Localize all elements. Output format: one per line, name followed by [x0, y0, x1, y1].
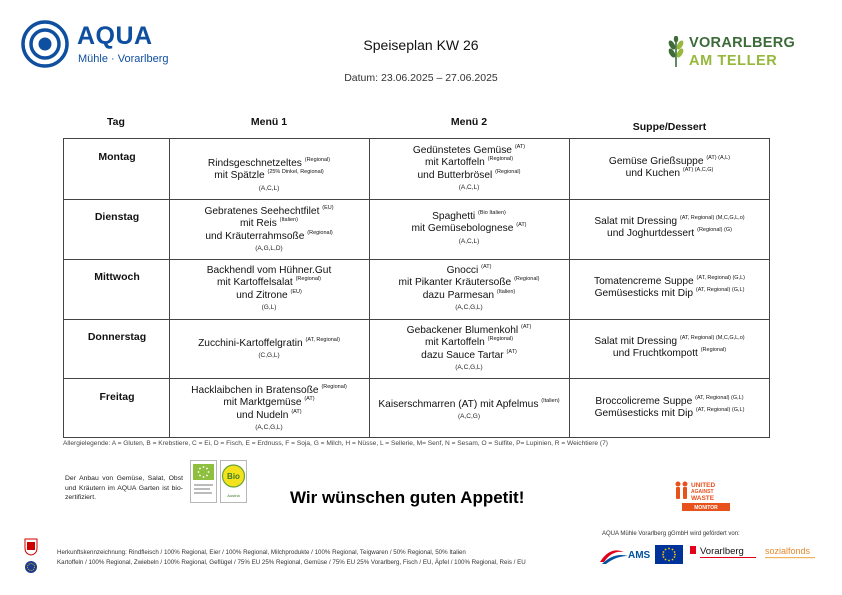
- dessert-cell: [569, 396, 770, 421]
- utw-line1: UNITED: [691, 482, 716, 489]
- dish-line: Gebackener Blumenkohl $^{(AT)}$: [406, 324, 532, 336]
- united-against-waste-logo: [672, 479, 732, 513]
- bio-sub-label: Austria: [227, 493, 240, 498]
- dish-line: und Nudeln $^{(AT)}$: [236, 408, 302, 421]
- dish-line: Rindsgeschnetzeltes $^{(Regional)}$: [207, 157, 331, 169]
- menu1-cell: [169, 206, 369, 253]
- vorarlberg-sponsor-label: Vorarlberg: [700, 546, 744, 557]
- allergen-codes: (G,L): [261, 304, 277, 312]
- dish-line: und Kuchen $^{(AT) (A,C,G)}$: [625, 167, 714, 180]
- dish-line: mit Kartoffeln $^{(Regional)}$: [424, 156, 514, 169]
- allergen-codes: (A,C,L): [258, 184, 280, 192]
- menu2-cell: [369, 145, 569, 192]
- vorarlberg-crest-icon: [24, 538, 38, 556]
- menu1-cell: [169, 158, 369, 193]
- date-range: Datum: 23.06.2025 – 27.06.2025: [344, 72, 498, 84]
- dish-line: und Kräuterrahmsoße $^{(Regional)}$: [205, 229, 333, 242]
- vorarlberg-am-teller-logo: [666, 35, 816, 71]
- dish-line: und Joghurtdessert $^{(Regional) (G)}$: [607, 227, 732, 240]
- day-label: Donnerstag: [87, 331, 147, 343]
- day-label: Dienstag: [94, 211, 140, 223]
- table-divider: [64, 319, 769, 320]
- dessert-cell: [569, 216, 770, 241]
- logo-line-vorarlberg: VORARLBERG: [689, 35, 796, 51]
- menu2-cell: [369, 325, 569, 372]
- dish-line: Gemüse Grießsuppe $^{(AT) (A,L)}$: [608, 155, 731, 167]
- dish-line: dazu Parmesan $^{(Italien)}$: [422, 288, 516, 301]
- dish-line: Salat mit Dressing $^{(AT, Regional) (M,C,G,L,o)}$: [594, 215, 745, 227]
- dish-line: mit Spätzle $^{(25\% Dinkel, Regional)}$: [214, 169, 324, 182]
- allergen-codes: (A,C,G): [457, 413, 481, 421]
- aqua-logo-brand: AQUA: [77, 22, 153, 50]
- menu-table: [63, 138, 770, 438]
- dessert-cell: [569, 156, 770, 181]
- table-divider: [64, 199, 769, 200]
- dish-line: dazu Sauce Tartar $^{(AT)}$: [421, 348, 517, 361]
- ams-logo: [598, 542, 650, 568]
- allergen-codes: (A,C,G,L): [455, 304, 483, 312]
- day-label: Mittwoch: [94, 271, 140, 283]
- dessert-cell: [569, 276, 770, 301]
- menu1-cell: [169, 265, 369, 312]
- utw-line2: AGAINST: [691, 489, 714, 495]
- allergen-codes: (A,G,L,D): [255, 245, 283, 253]
- allergen-codes: (A,C,L): [458, 237, 480, 245]
- eu-circle-icon: [24, 560, 38, 574]
- eu-flag-logo: [655, 542, 685, 568]
- day-label: Freitag: [99, 391, 135, 403]
- dish-line: Backhendl vom Hühner.Gut: [206, 265, 332, 276]
- dish-line: und Fruchtkompott $^{(Regional)}$: [612, 347, 727, 360]
- allergen-codes: (A,C,L): [458, 184, 480, 192]
- origin-labeling: [57, 548, 526, 568]
- page-title: Speiseplan KW 26: [363, 37, 479, 53]
- bio-label: Bio: [227, 472, 240, 481]
- allergen-legend: Allergielegende: A = Gluten, B = Krebstiere, C = Ei, D = Fisch, E = Erdnuss, F = Soja, G = Milch, H = Nüsse, L = Sellerie, M= Senf, N = Sesam, O = Sulfite, P= Lupinien, R = Weichtiere (7): [63, 440, 608, 447]
- sozialfonds-label: sozialfonds: [765, 546, 811, 556]
- dish-line: Gebratenes Seehechtfilet $^{(EU)}$: [204, 205, 334, 217]
- logo-line-am-teller: AM TELLER: [689, 53, 778, 69]
- funding-note: AQUA Mühle Vorarlberg gGmbH wird gefördert von:: [602, 531, 740, 537]
- utw-line3: WASTE: [691, 495, 715, 502]
- dish-line: Gedünstetes Gemüse $^{(AT)}$: [412, 144, 526, 156]
- appetit-message: Wir wünschen guten Appetit!: [290, 488, 525, 507]
- dish-line: Hacklaibchen in Bratensoße $^{(Regional)}$: [191, 384, 347, 396]
- column-header-suppe-dessert: Suppe/Dessert: [632, 121, 707, 133]
- origin-line: Herkunftskennzeichnung: Rindfleisch / 100% Regional, Eier / 100% Regional, Milchprodukte / 100% Regional, Teigwaren / 50% Regional, 50% Italien: [57, 549, 466, 556]
- aqua-logo-subtitle: Mühle · Vorarlberg: [78, 53, 169, 65]
- dish-line: Broccolicreme Suppe $^{(AT, Regional) (G,L)}$: [595, 395, 744, 407]
- table-divider: [64, 259, 769, 260]
- dish-line: Tomatencreme Suppe $^{(AT, Regional) (G,L)}$: [593, 275, 745, 287]
- menu1-cell: [169, 385, 369, 432]
- day-label: Montag: [98, 151, 136, 163]
- dessert-cell: [569, 336, 770, 361]
- allergen-codes: (A,C,G,L): [255, 424, 283, 432]
- origin-line: Kartoffeln / 100% Regional, Zwiebeln / 100% Regional, Geflügel / 75% EU 25% Regional, Gemüse / 75% EU 25% Vorarlberg, Fisch / EU, Äpfel / 100% Regional, Reis / EU: [57, 559, 526, 566]
- menu2-cell: [369, 399, 569, 421]
- column-header-tag: Tag: [107, 116, 125, 128]
- bio-certification-note: Der Anbau von Gemüse, Salat, Obst und Kräutern im AQUA Garten ist bio-zertifiziert.: [65, 475, 183, 502]
- dish-line: mit Marktgemüse $^{(AT)}$: [223, 396, 315, 409]
- dish-line: Zucchini-Kartoffelgratin $^{(AT, Regional)}$: [198, 337, 340, 349]
- dish-line: mit Kartoffelsalat $^{(Regional)}$: [217, 276, 321, 289]
- dish-line: Gemüsesticks mit Dip $^{(AT, Regional) (G,L)}$: [594, 287, 745, 300]
- dish-line: und Butterbrösel $^{(Regional)}$: [417, 168, 521, 181]
- dish-line: und Zitrone $^{(EU)}$: [236, 288, 302, 301]
- column-header-menu2: Menü 2: [450, 116, 488, 128]
- menu2-cell: [369, 265, 569, 312]
- allergen-codes: (A,C,G,L): [455, 364, 483, 372]
- bio-austria-logo: [220, 460, 247, 503]
- dish-line: Gnocci $^{(AT)}$: [446, 264, 492, 276]
- wheat-icon: [666, 36, 686, 68]
- ams-label: AMS: [628, 550, 650, 561]
- land-vorarlberg-logo: [688, 542, 760, 568]
- dish-line: Kaiserschmarren (AT) mit Apfelmus $^{(Italien)}$: [378, 398, 560, 410]
- dish-line: mit Gemüsebolognese $^{(AT)}$: [411, 222, 527, 235]
- utw-line4: MONITOR: [694, 505, 718, 511]
- allergen-codes: (C,G,L): [258, 352, 280, 360]
- sozialfonds-logo: [764, 542, 819, 568]
- dish-line: Salat mit Dressing $^{(AT, Regional) (M,C,G,L,o)}$: [594, 335, 745, 347]
- dish-line: mit Pikanter Kräutersoße $^{(Regional)}$: [398, 276, 540, 289]
- table-divider: [64, 378, 769, 379]
- column-header-menu1: Menü 1: [250, 116, 288, 128]
- dish-line: Gemüsesticks mit Dip $^{(AT, Regional) (G,L)}$: [594, 407, 745, 420]
- dish-line: mit Kartoffeln $^{(Regional)}$: [424, 336, 514, 349]
- eu-organic-logo: [190, 460, 217, 503]
- dish-line: mit Reis $^{(Italien)}$: [240, 217, 298, 230]
- menu1-cell: [169, 338, 369, 360]
- dish-line: Spaghetti $^{(Bio Italien)}$: [432, 210, 506, 222]
- menu2-cell: [369, 211, 569, 246]
